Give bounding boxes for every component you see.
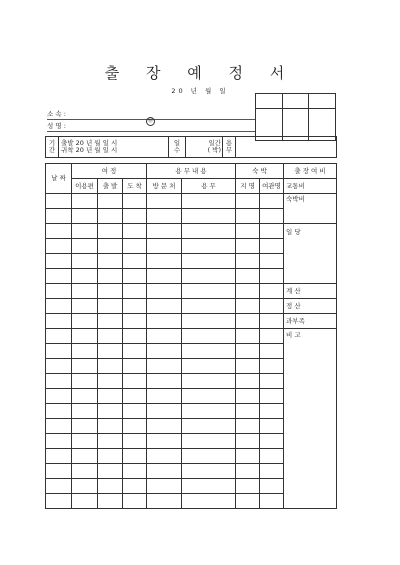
document-title: 출 장 예 정 서 [104,64,296,82]
seal-mark: ㊞ [147,118,153,124]
date-line: 20 년 월 일 [171,87,229,95]
table-body [46,194,337,509]
business-value [236,137,337,158]
subheader-business: 용 무 [182,179,236,194]
subheader-transport: 이용편 [72,179,98,194]
table-row [46,284,337,299]
period-section [45,136,337,158]
subheader-arrival: 도 착 [123,179,147,194]
expense-settlement: 정 산 [284,299,337,314]
header-lodging: 숙 박 [236,164,284,179]
header-date: 날 짜 [46,164,72,194]
name-underline [47,131,255,132]
subheader-place-name: 지 명 [236,179,260,194]
itinerary-table [45,163,337,509]
expense-daily: 일 당 [284,224,337,284]
expense-transport: 교통비 [284,179,337,194]
header-itinerary: 여 정 [72,164,147,179]
business-label-bottom: 무 [225,146,233,154]
table-row [46,314,337,329]
days-label-bottom: 수 [173,146,181,154]
expense-difference: 과부족 [284,314,337,329]
expense-calculation: 계 산 [284,284,337,299]
name-label: 성 명 : [47,122,66,130]
subheader-inn-name: 여관명 [260,179,284,194]
business-label-top: 용 [225,139,233,148]
expense-remarks: 비 고 [284,329,337,509]
table-row [46,329,337,344]
table-row [46,194,337,209]
expense-lodging: 숙박비 [284,194,337,224]
affiliation-label: 소 속 : [47,110,66,118]
header-business: 용 무 내 용 [147,164,236,179]
approval-box [255,93,336,141]
header-expenses: 출 장 여 비 [284,164,337,179]
days-label-top: 일 [173,139,181,148]
table-row [46,299,337,314]
table-row [46,224,337,239]
depart-line: 출발 20 년 월 일 시 [61,139,118,148]
subheader-departure: 출 발 [98,179,123,194]
period-label-top: 기 [48,139,56,148]
days-value-bottom: ( 박) [207,146,221,154]
period-label-bottom: 간 [48,146,56,154]
subheader-visit-place: 방 문 처 [147,179,182,194]
days-value-top: 일간 [208,139,221,148]
return-line: 귀착 20 년 월 일 시 [61,146,118,154]
